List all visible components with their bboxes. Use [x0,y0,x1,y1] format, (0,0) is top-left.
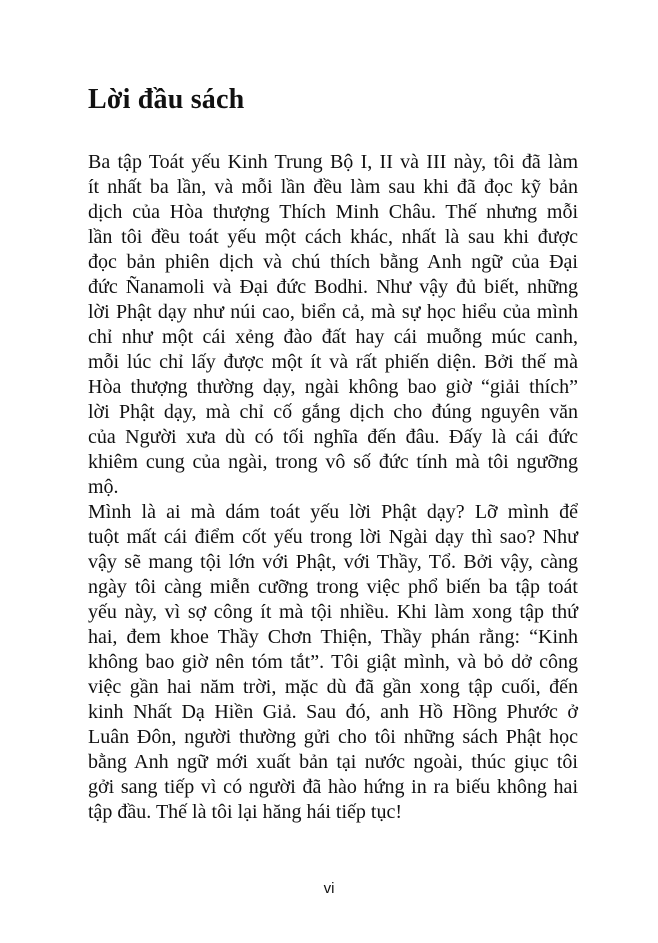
text-line: Hòa thượng thường dạy, ngài không bao giờ “giải thích” [88,376,578,398]
body-text [88,150,578,825]
text-line: của Người xưa dù có tối nghĩa đến đâu. Đấy là cái đức [88,426,578,448]
paragraph-2 [88,500,578,825]
text-line: yếu này, vì sợ công ít mà tội nhiều. Khi làm xong tập thứ [88,601,578,623]
text-line: tuột mất cái điểm cốt yếu trong lời Ngài dạy thì sao? Như [88,526,578,548]
text-line: Mình là ai mà dám toát yếu lời Phật dạy? Lỡ mình để [88,501,578,523]
text-line: gởi sang tiếp vì có người đã hào hứng in ra biếu không hai [88,776,578,798]
text-line: vậy sẽ mang tội lớn với Phật, với Thầy, Tổ. Bởi vậy, càng [88,551,578,573]
text-line: việc gần hai năm trời, mặc dù đã gần xong tập cuối, đến [88,676,578,698]
text-line: lời Phật dạy như núi cao, biển cả, mà sự học hiểu của mình [88,301,578,323]
text-line: chỉ như một cái xẻng đào đất hay cái muỗng múc canh, [88,326,578,348]
text-line: ít nhất ba lần, và mỗi lần đều làm sau khi đã đọc kỹ bản [88,176,578,198]
page-number: vi [323,880,335,897]
text-line: lần tôi đều toát yếu một cách khác, nhất là sau khi được [88,226,578,248]
text-line: lời Phật dạy, mà chỉ cố gắng dịch cho đúng nguyên văn [88,401,578,423]
page-title: Lời đầu sách [88,84,245,115]
text-line: ngày tôi càng miễn cưỡng trong việc phổ biến ba tập toát [88,576,578,598]
text-line: không bao giờ nên tóm tắt”. Tôi giật mình, và bỏ dở công [88,651,578,673]
text-line: Luân Đôn, người thường gửi cho tôi những sách Phật học [88,726,578,748]
text-line: mỗi lúc chỉ lấy được một ít và rất phiến diện. Bởi thế mà [88,351,578,373]
paragraph-1 [88,150,578,500]
text-line: dịch của Hòa thượng Thích Minh Châu. Thế nhưng mỗi [88,201,578,223]
text-line: kinh Nhất Dạ Hiền Giả. Sau đó, anh Hồ Hồng Phước ở [88,701,578,723]
text-line: đọc bản phiên dịch và chú thích bằng Anh ngữ của Đại [88,251,578,273]
text-line: hai, đem khoe Thầy Chơn Thiện, Thầy phán rằng: “Kinh [88,626,578,648]
text-line: mộ. [88,476,119,498]
text-line: bằng Anh ngữ mới xuất bản tại nước ngoài, thúc giục tôi [88,751,578,773]
text-line: khiêm cung của ngài, trong vô số đức tính mà tôi ngưỡng [88,451,578,473]
text-line: Ba tập Toát yếu Kinh Trung Bộ I, II và III này, tôi đã làm [88,151,578,173]
text-line: đức Ñanamoli và Đại đức Bodhi. Như vậy đủ biết, những [88,276,578,298]
text-line: tập đầu. Thế là tôi lại hăng hái tiếp tục! [88,801,402,823]
